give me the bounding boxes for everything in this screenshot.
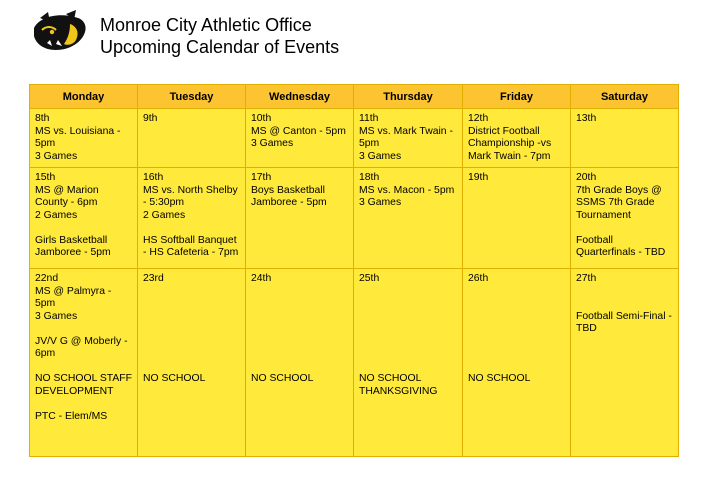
day-header-thursday: Thursday bbox=[354, 85, 463, 109]
page-title: Monroe City Athletic Office bbox=[100, 15, 312, 35]
panther-logo bbox=[30, 10, 88, 54]
day-cell: 8th MS vs. Louisiana - 5pm 3 Games bbox=[30, 109, 138, 168]
day-cell: 16th MS vs. North Shelby - 5:30pm 2 Games HS Softball Banquet - HS Cafeteria - 7pm bbox=[138, 168, 246, 269]
day-header-wednesday: Wednesday bbox=[246, 85, 354, 109]
day-cell: 15th MS @ Marion County - 6pm 2 Games Girls Basketball Jamboree - 5pm bbox=[30, 168, 138, 269]
day-cell: 22nd MS @ Palmyra - 5pm 3 Games JV/V G @ Moberly - 6pm NO SCHOOL STAFF DEVELOPMENT PTC - Elem/MS bbox=[30, 269, 138, 457]
day-header-saturday: Saturday bbox=[571, 85, 679, 109]
day-header-friday: Friday bbox=[463, 85, 571, 109]
calendar-week-row bbox=[30, 168, 679, 269]
calendar-week-row bbox=[30, 109, 679, 168]
day-header-monday: Monday bbox=[30, 85, 138, 109]
day-header-tuesday: Tuesday bbox=[138, 85, 246, 109]
day-cell: 20th 7th Grade Boys @ SSMS 7th Grade Tournament Football Quarterfinals - TBD bbox=[571, 168, 679, 269]
events-calendar bbox=[29, 84, 679, 457]
page-subtitle: Upcoming Calendar of Events bbox=[100, 37, 340, 57]
day-cell: 24th NO SCHOOL bbox=[246, 269, 354, 457]
day-cell: 25th NO SCHOOL THANKSGIVING bbox=[354, 269, 463, 457]
calendar-header-row bbox=[30, 85, 679, 109]
day-cell: 17th Boys Basketball Jamboree - 5pm bbox=[246, 168, 354, 269]
day-cell: 9th bbox=[138, 109, 246, 168]
day-cell: 13th bbox=[571, 109, 679, 168]
day-cell: 26th NO SCHOOL bbox=[463, 269, 571, 457]
calendar-week-row bbox=[30, 269, 679, 457]
day-cell: 12th District Football Championship -vs Mark Twain - 7pm bbox=[463, 109, 571, 168]
day-cell: 11th MS vs. Mark Twain - 5pm 3 Games bbox=[354, 109, 463, 168]
day-cell: 27th Football Semi-Final - TBD bbox=[571, 269, 679, 457]
day-cell: 19th bbox=[463, 168, 571, 269]
header bbox=[100, 14, 339, 58]
day-cell: 23rd NO SCHOOL bbox=[138, 269, 246, 457]
day-cell: 18th MS vs. Macon - 5pm 3 Games bbox=[354, 168, 463, 269]
day-cell: 10th MS @ Canton - 5pm 3 Games bbox=[246, 109, 354, 168]
